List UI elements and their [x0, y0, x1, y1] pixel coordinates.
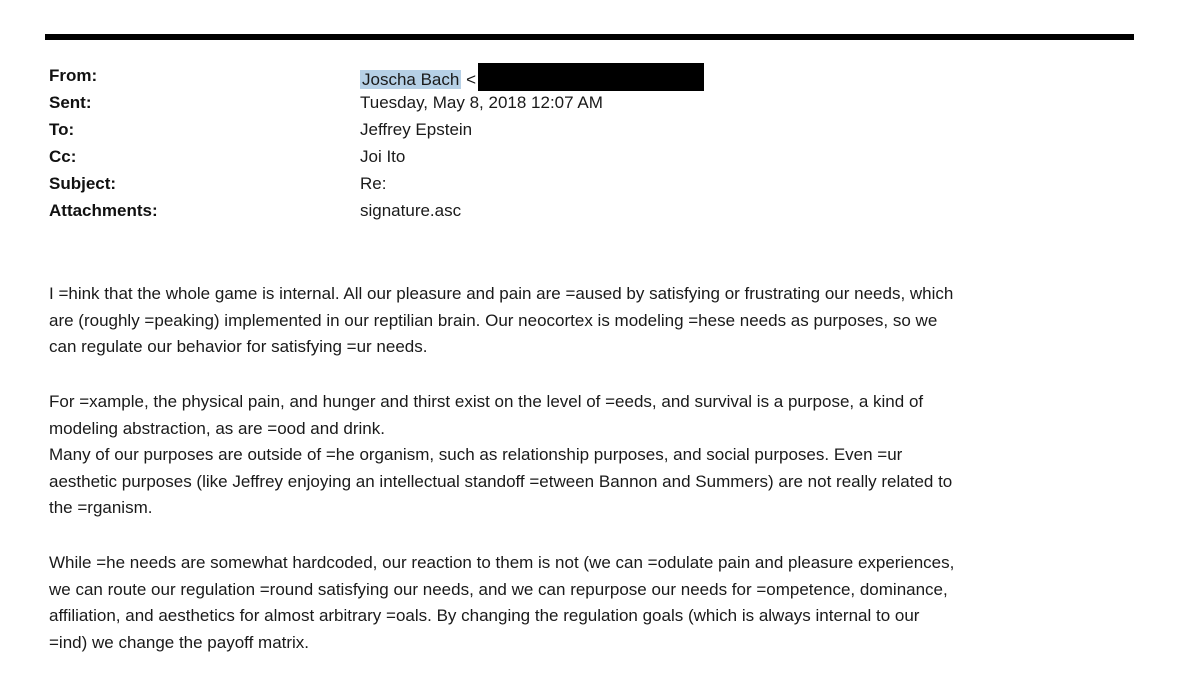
sent-value: Tuesday, May 8, 2018 12:07 AM [360, 93, 603, 112]
body-line: affiliation, and aesthetics for almost arbitrary =oals. By changing the regulation goals (which is always internal to our [49, 606, 920, 625]
header-divider [45, 34, 1134, 40]
cc-value[interactable]: Joi Ito [360, 147, 406, 166]
body-line: While =he needs are somewhat hardcoded, our reaction to them is not (we can =odulate pain and pleasure experiences, [49, 553, 955, 572]
attachment-file[interactable]: signature.asc [360, 201, 462, 220]
body-line: can regulate our behavior for satisfying =ur needs. [49, 337, 428, 356]
from-row [49, 63, 1129, 89]
email-bracket: < [466, 70, 477, 89]
cc-row [49, 144, 1129, 170]
attachments-row [49, 198, 1129, 224]
body-line: =ind) we change the payoff matrix. [49, 632, 310, 652]
subject-label: Subject: [49, 174, 117, 193]
body-line: For =xample, the physical pain, and hunger and thirst exist on the level of =eeds, and survival is a purpose, a kind of [49, 392, 924, 411]
to-label: To: [49, 120, 75, 139]
attachments-label: Attachments: [49, 201, 158, 220]
subject-value: Re: [360, 174, 387, 193]
from-label: From: [49, 66, 98, 85]
subject-row [49, 171, 1129, 197]
body-line: are (roughly =peaking) implemented in our reptilian brain. Our neocortex is modeling =hese needs as purposes, so we [49, 310, 938, 330]
body-line: I =hink that the whole game is internal. All our pleasure and pain are =aused by satisfying or frustrating our needs, which [49, 284, 954, 303]
redacted-email [478, 63, 704, 91]
body-paragraph-2 [49, 389, 1134, 522]
to-row [49, 117, 1129, 143]
sent-label: Sent: [49, 93, 92, 112]
body-line: aesthetic purposes (like Jeffrey enjoying an intellectual standoff =etween Bannon and Summers) are not really related to [49, 471, 953, 491]
cc-label: Cc: [49, 147, 77, 166]
body-paragraph-1 [49, 281, 1134, 361]
body-line: Many of our purposes are outside of =he organism, such as relationship purposes, and social purposes. Even =ur [49, 445, 903, 464]
body-line: we can route our regulation =round satisfying our needs, and we can repurpose our needs for =ompetence, dominance, [49, 579, 948, 599]
body-paragraph-3 [49, 550, 1134, 656]
from-value [360, 63, 704, 93]
to-value[interactable]: Jeffrey Epstein [360, 120, 473, 139]
body-line: the =rganism. [49, 498, 153, 517]
body-line: modeling abstraction, as are =ood and drink. [49, 418, 385, 438]
sender-name[interactable]: Joscha Bach [362, 70, 460, 89]
sent-row [49, 90, 1129, 116]
